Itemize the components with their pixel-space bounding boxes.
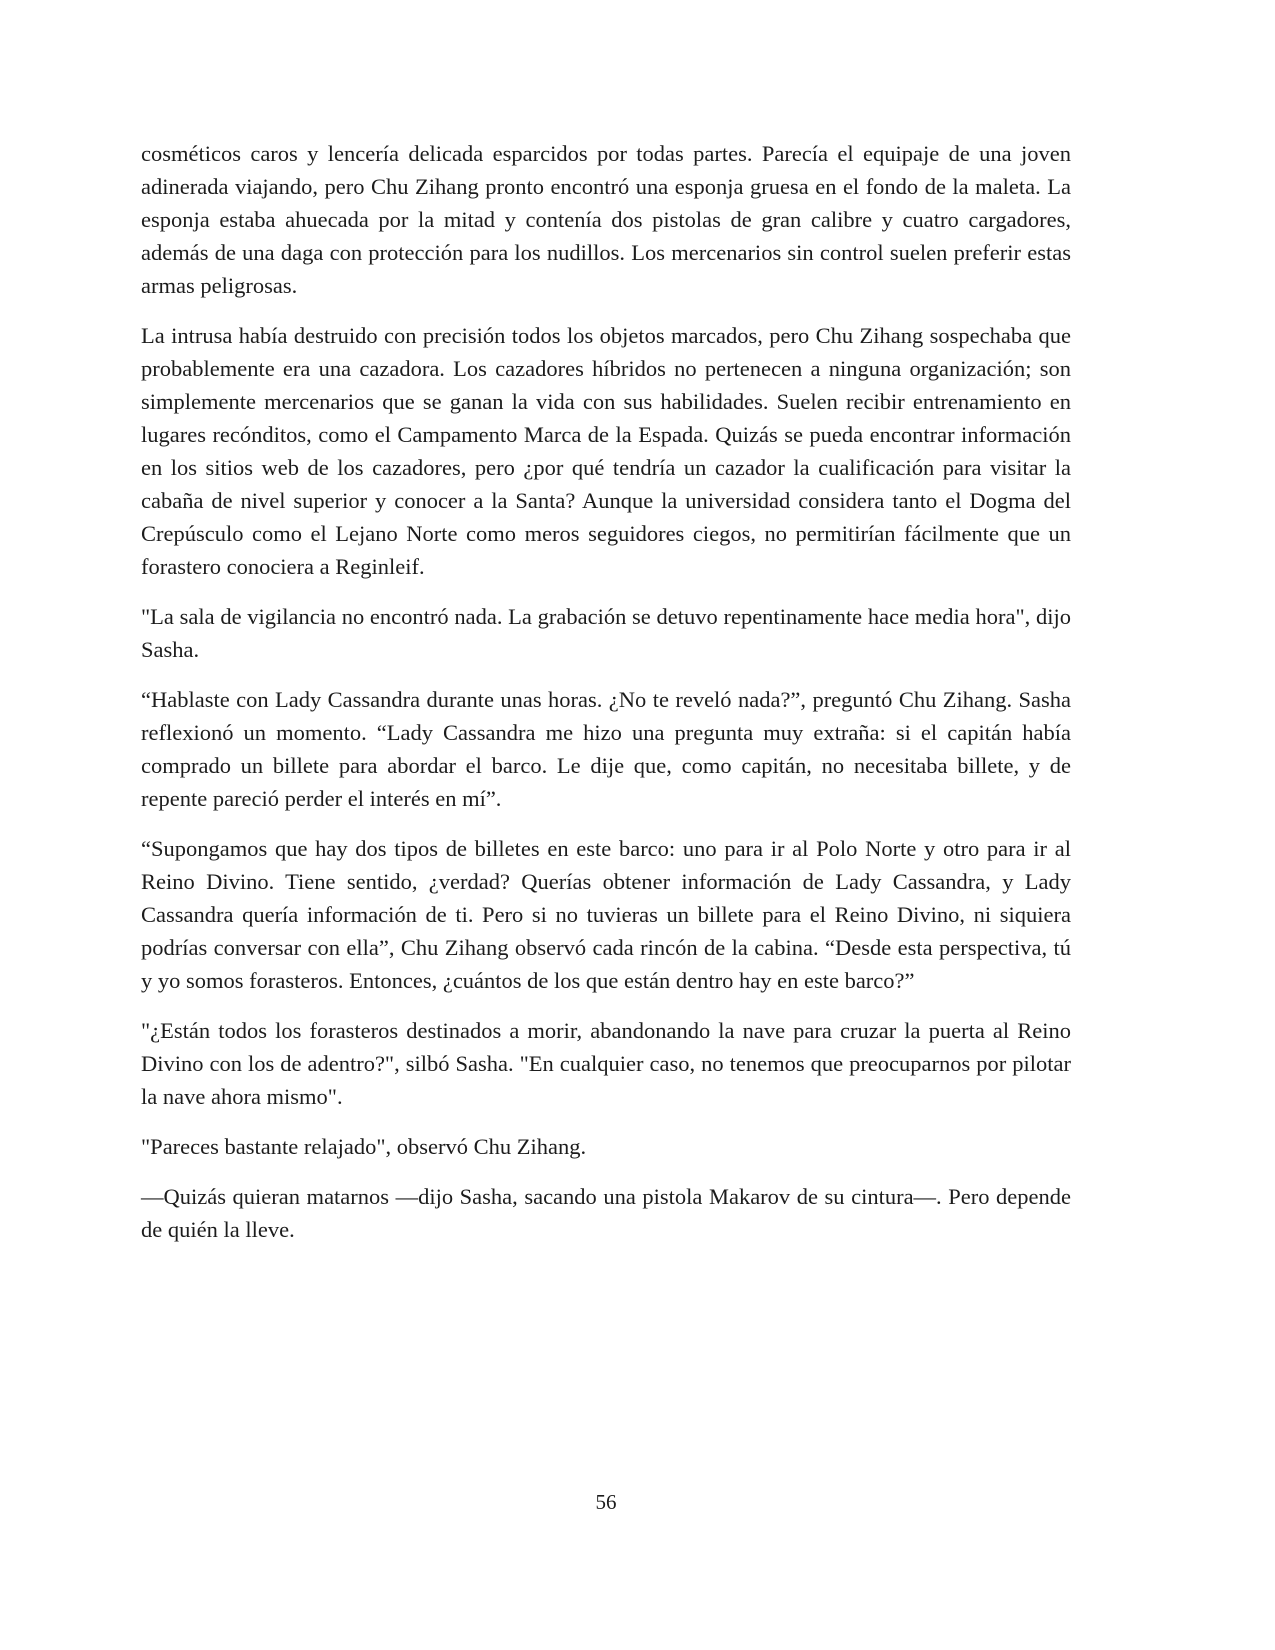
page-text-body bbox=[141, 137, 1071, 1263]
paragraph: "Pareces bastante relajado", observó Chu Zihang. bbox=[141, 1134, 587, 1159]
paragraph: cosméticos caros y lencería delicada esparcidos por todas partes. Parecía el equipaje de una joven adinerada viajando, pero Chu Zihang pronto encontró una esponja gruesa en el fondo de la maleta. La esponja estaba ahuecada por la mitad y contenía dos pistolas de gran calibre y cuatro cargadores, además de una daga con protección para los nudillos. Los mercenarios sin control suelen preferir estas armas peligrosas. bbox=[141, 141, 1071, 298]
page-number: 56 bbox=[595, 1490, 617, 1514]
paragraph: "La sala de vigilancia no encontró nada. La grabación se detuvo repentinamente hace media hora", dijo Sasha. bbox=[141, 604, 1071, 662]
paragraph: La intrusa había destruido con precisión todos los objetos marcados, pero Chu Zihang sospechaba que probablemente era una cazadora. Los cazadores híbridos no pertenecen a ninguna organización; son simplemente mercenarios que se ganan la vida con sus habilidades. Suelen recibir entrenamiento en lugares recónditos, como el Campamento Marca de la Espada. Quizás se pueda encontrar información en los sitios web de los cazadores, pero ¿por qué tendría un cazador la cualificación para visitar la cabaña de nivel superior y conocer a la Santa? Aunque la universidad considera tanto el Dogma del Crepúsculo como el Lejano Norte como meros seguidores ciegos, no permitirían fácilmente que un forastero conociera a Reginleif. bbox=[141, 323, 1071, 579]
paragraph: "¿Están todos los forasteros destinados a morir, abandonando la nave para cruzar la puerta al Reino Divino con los de adentro?", silbó Sasha. "En cualquier caso, no tenemos que preocuparnos por pilotar la nave ahora mismo". bbox=[141, 1018, 1071, 1109]
paragraph: “Hablaste con Lady Cassandra durante unas horas. ¿No te reveló nada?”, preguntó Chu Zihang. Sasha reflexionó un momento. “Lady Cassandra me hizo una pregunta muy extraña: si el capitán había comprado un billete para abordar el barco. Le dije que, como capitán, no necesitaba billete, y de repente pareció perder el interés en mí”. bbox=[141, 687, 1071, 811]
paragraph: “Supongamos que hay dos tipos de billetes en este barco: uno para ir al Polo Norte y otro para ir al Reino Divino. Tiene sentido, ¿verdad? Querías obtener información de Lady Cassandra, y Lady Cassandra quería información de ti. Pero si no tuvieras un billete para el Reino Divino, ni siquiera podrías conversar con ella”, Chu Zihang observó cada rincón de la cabina. “Desde esta perspectiva, tú y yo somos forasteros. Entonces, ¿cuántos de los que están dentro hay en este barco?” bbox=[141, 836, 1071, 993]
paragraph: —Quizás quieran matarnos —dijo Sasha, sacando una pistola Makarov de su cintura—. Pero depende de quién la lleve. bbox=[141, 1184, 1071, 1242]
